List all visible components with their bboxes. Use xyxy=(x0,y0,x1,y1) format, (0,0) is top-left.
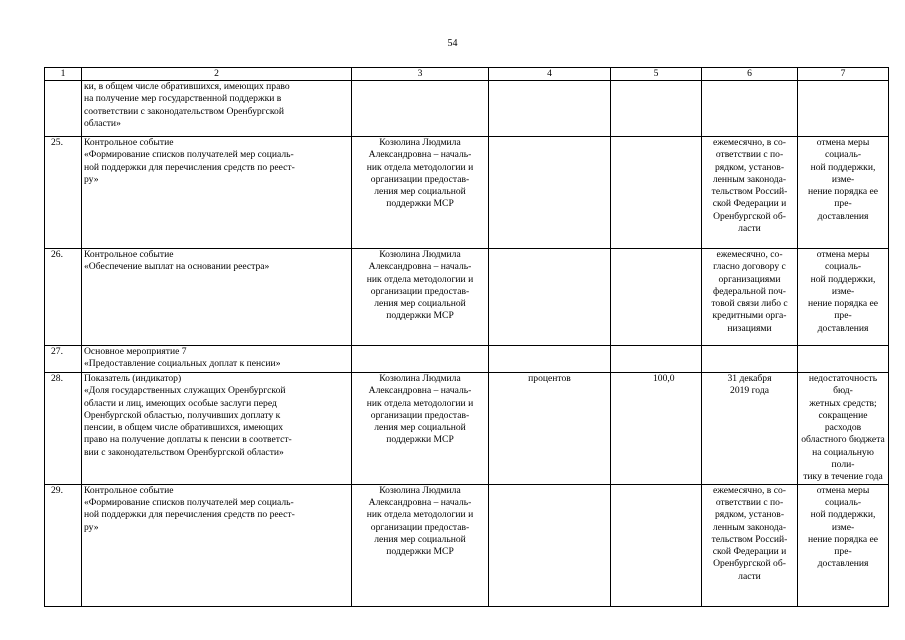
value-cell xyxy=(611,484,702,606)
deadline-cell: ежемесячно, в со- ответствии с по- рядком, установ- ленным законода- тельством Россий- ской Федерации и Оренбургской об- ласти xyxy=(702,484,798,606)
value-cell xyxy=(611,137,702,249)
row-number-cell: 28. xyxy=(45,373,82,485)
column-header: 4 xyxy=(489,68,611,81)
event-cell: ки, в общем числе обратившихся, имеющих право на получение мер государственной поддержки в соответствии с законодательством Оренбургской области» xyxy=(82,81,352,137)
deadline-cell: ежемесячно, в со- ответствии с по- рядком, установ- ленным законода- тельством Россий- ской Федерации и Оренбургской об- ласти xyxy=(702,137,798,249)
responsible-cell xyxy=(352,346,489,373)
risk-cell: отмена меры социаль- ной поддержки, изме- нение порядка ее пре- доставления xyxy=(798,137,889,249)
responsible-cell: Козюлина Людмила Александровна – началь- ник отдела методологии и организации предостав- ления мер социальной поддержки МСР xyxy=(352,137,489,249)
column-number-row xyxy=(45,68,889,81)
row-number-cell: 26. xyxy=(45,249,82,346)
unit-cell xyxy=(489,484,611,606)
deadline-cell xyxy=(702,81,798,137)
row-number-cell xyxy=(45,81,82,137)
risk-cell: отмена меры социаль- ной поддержки, изме- нение порядка ее пре- доставления xyxy=(798,484,889,606)
unit-cell xyxy=(489,137,611,249)
unit-cell xyxy=(489,81,611,137)
column-header: 7 xyxy=(798,68,889,81)
responsible-cell: Козюлина Людмила Александровна – началь- ник отдела методологии и организации предостав- ления мер социальной поддержки МСР xyxy=(352,484,489,606)
page-number: 54 xyxy=(447,38,458,49)
value-cell xyxy=(611,81,702,137)
column-header: 2 xyxy=(82,68,352,81)
risk-cell xyxy=(798,81,889,137)
unit-cell xyxy=(489,346,611,373)
column-header: 5 xyxy=(611,68,702,81)
row-number-cell: 29. xyxy=(45,484,82,606)
responsible-cell: Козюлина Людмила Александровна – началь- ник отдела методологии и организации предостав- ления мер социальной поддержки МСР xyxy=(352,249,489,346)
event-cell: Основное мероприятие 7 «Предоставление социальных доплат к пенсии» xyxy=(82,346,352,373)
unit-cell: процентов xyxy=(489,373,611,485)
column-header: 6 xyxy=(702,68,798,81)
plan-table xyxy=(44,67,889,607)
deadline-cell: 31 декабря 2019 года xyxy=(702,373,798,485)
deadline-cell: ежемесячно, со- гласно договору с организациями федеральной поч- товой связи либо с кредитными орга- низациями xyxy=(702,249,798,346)
row-number-cell: 25. xyxy=(45,137,82,249)
value-cell: 100,0 xyxy=(611,373,702,485)
column-header: 3 xyxy=(352,68,489,81)
value-cell xyxy=(611,346,702,373)
table-row xyxy=(45,249,889,346)
table-row xyxy=(45,81,889,137)
value-cell xyxy=(611,249,702,346)
deadline-cell xyxy=(702,346,798,373)
risk-cell: отмена меры социаль- ной поддержки, изме- нение порядка ее пре- доставления xyxy=(798,249,889,346)
column-header: 1 xyxy=(45,68,82,81)
row-number-cell: 27. xyxy=(45,346,82,373)
unit-cell xyxy=(489,249,611,346)
risk-cell xyxy=(798,346,889,373)
table-row xyxy=(45,373,889,485)
event-cell: Контрольное событие «Формирование списков получателей мер социаль- ной поддержки для перечисления средств по реест- ру» xyxy=(82,484,352,606)
table-row xyxy=(45,484,889,606)
responsible-cell xyxy=(352,81,489,137)
event-cell: Показатель (индикатор) «Доля государственных служащих Оренбургской области и лиц, имеющих особые заслуги перед Оренбургской областью, получивших доплату к пенсии, в общем числе обратившихся, имеющих право на получение доплаты к пенсии в соответст- вии с законодательством Оренбургской области» xyxy=(82,373,352,485)
event-cell: Контрольное событие «Обеспечение выплат на основании реестра» xyxy=(82,249,352,346)
risk-cell: недостаточность бюд- жетных средств; сокращение расходов областного бюджета на социальную поли- тику в течение года xyxy=(798,373,889,485)
table-row xyxy=(45,137,889,249)
responsible-cell: Козюлина Людмила Александровна – началь- ник отдела методологии и организации предостав- ления мер социальной поддержки МСР xyxy=(352,373,489,485)
event-cell: Контрольное событие «Формирование списков получателей мер социаль- ной поддержки для перечисления средств по реест- ру» xyxy=(82,137,352,249)
table-row xyxy=(45,346,889,373)
